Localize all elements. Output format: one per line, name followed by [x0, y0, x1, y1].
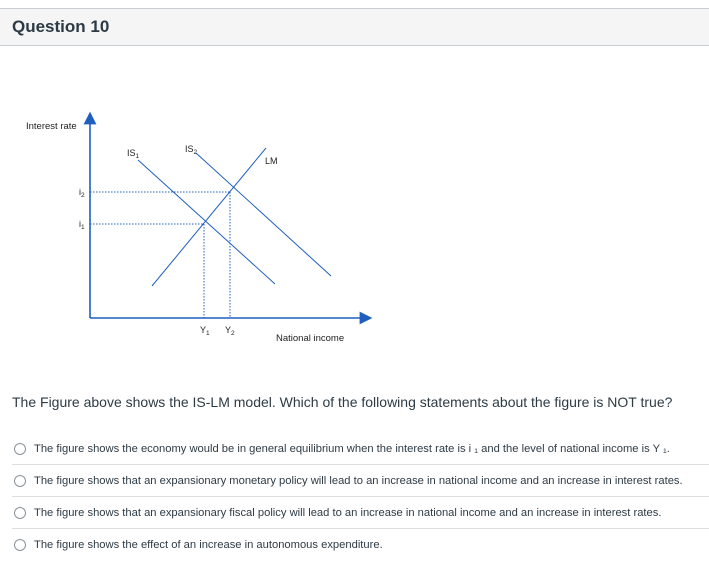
y2-tick-label: $Y_2$: [225, 325, 235, 337]
radio-button[interactable]: [14, 507, 26, 519]
lm-curve: [152, 148, 266, 286]
answer-option-2[interactable]: [12, 465, 709, 497]
question-header: [0, 8, 709, 46]
is1-curve: [138, 160, 275, 284]
question-prompt: The Figure above shows the IS-LM model. Which of the following statements about the figure is NOT true?: [12, 394, 673, 410]
y1-tick-label: $Y_1$: [200, 325, 210, 337]
answer-option-1[interactable]: [12, 433, 709, 465]
x-axis-label: National income: [276, 333, 345, 344]
lm-label: LM: [265, 156, 278, 166]
answer-list: [12, 433, 709, 560]
answer-option-3[interactable]: [12, 497, 709, 529]
radio-button[interactable]: [14, 475, 26, 487]
is-lm-figure: [0, 100, 400, 360]
radio-button[interactable]: [14, 443, 26, 455]
answer-label: The figure shows that an expansionary monetary policy will lead to an increase in national income and an increase in interest rates.: [34, 474, 683, 487]
is2-curve: [196, 153, 331, 276]
i2-tick-label: $i_2$: [79, 187, 85, 199]
answer-option-4[interactable]: [12, 529, 709, 560]
is1-label: $IS_1$: [127, 148, 140, 160]
answer-label: The figure shows the effect of an increase in autonomous expenditure.: [34, 538, 383, 551]
answer-label: The figure shows that an expansionary fiscal policy will lead to an increase in national income and an increase in interest rates.: [34, 506, 662, 519]
radio-button[interactable]: [14, 539, 26, 551]
question-title: Question 10: [12, 17, 110, 36]
y-axis-label: Interest rate: [26, 121, 77, 132]
answer-label: The figure shows the economy would be in general equilibrium when the interest rate is i ₁ and the level of national income is Y ₁.: [34, 442, 670, 455]
is2-label: $IS_2$: [185, 144, 198, 156]
i1-tick-label: $i_1$: [79, 219, 85, 231]
